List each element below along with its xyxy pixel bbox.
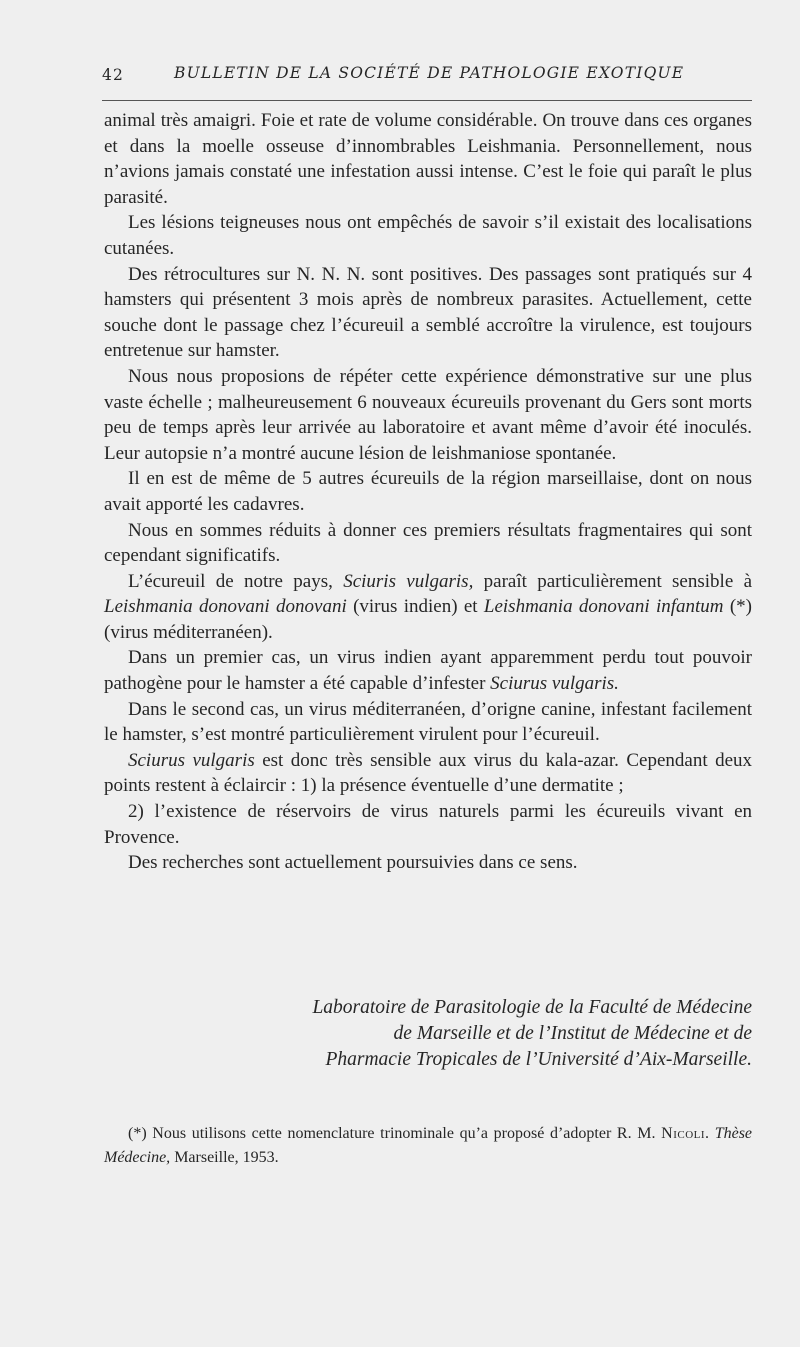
- species-name-sciurus-2: Sciurus vulgaris: [128, 749, 255, 771]
- footnote-text-c: Marseille, 1953.: [170, 1149, 279, 1166]
- page-number: 42: [102, 66, 125, 84]
- p7-text-a: L’écureuil de notre pays,: [128, 570, 344, 592]
- footnote-author: Nicoli: [661, 1125, 706, 1142]
- footnote-text-a: (*) Nous utilisons cette nomenclature trinominale qu’a proposé d’adopter R. M.: [128, 1125, 662, 1142]
- species-name-donovani: Leishmania donovani donovani: [104, 596, 347, 618]
- paragraph-10: [104, 748, 752, 799]
- p7-text-c: paraît particulièrement sensible à: [473, 570, 753, 592]
- footnote-thesis: Thèse Médecine,: [104, 1125, 753, 1166]
- paragraph-3: Des rétrocultures sur N. N. N. sont positives. Des passages sont pratiqués sur 4 hamsters qui présentent 3 mois après de nombreux parasites. Actuellement, cette souche dont le passage chez l’écureuil a semblé accroître la virulence, est toujours entretenue sur hamster.: [104, 263, 752, 362]
- paragraph-4: Nous nous proposions de répéter cette expérience démonstrative sur une plus vaste échelle ; malheureusement 6 nouveaux écureuils provenant du Gers sont morts peu de temps après leur arrivée au laboratoire et avant même d’avoir été inoculés. Leur autopsie n’a montré aucune lésion de leishmaniose spontanée.: [104, 365, 752, 464]
- footnote: [104, 1122, 752, 1170]
- affiliation-line-2: de Marseille et de l’Institut de Médecine et de: [393, 1023, 752, 1044]
- header-rule: [102, 100, 752, 101]
- footnote-text: [104, 1122, 752, 1170]
- paragraph-8: [104, 645, 752, 696]
- paragraph-6: Nous en sommes réduits à donner ces premiers résultats fragmentaires qui sont cependant significatifs.: [104, 519, 752, 567]
- affiliation-line-1: Laboratoire de Parasitologie de la Faculté de Médecine: [312, 997, 752, 1018]
- paragraph-7: [104, 569, 752, 646]
- paragraph-5: Il en est de même de 5 autres écureuils de la région marseillaise, dont on nous avait apporté les cadavres.: [104, 468, 752, 515]
- p7-text-e: (virus indien) et: [346, 596, 484, 618]
- running-title: BULLETIN DE LA SOCIÉTÉ DE PATHOLOGIE EXOTIQUE: [174, 64, 685, 82]
- species-name-sciuris: Sciuris vulgaris,: [343, 570, 474, 592]
- species-name-sciurus: Sciurus vulgaris.: [490, 673, 619, 695]
- paragraph-9: Dans le second cas, un virus méditerranéen, d’origne canine, infestant facilement le hamster, s’est montré particulièrement virulent pour l’écureuil.: [104, 698, 752, 746]
- paragraph-1: animal très amaigri. Foie et rate de volume considérable. On trouve dans ces organes et dans la moelle osseuse d’innombrables Leishmania. Personnellement, nous n’avions jamais constaté une infestation aussi intense. C’est le foie qui paraît le plus parasité.: [104, 110, 752, 208]
- p7-text-g: (*) (virus méditerranéen).: [104, 596, 752, 643]
- paragraph-2: Les lésions teigneuses nous ont empêchés de savoir s’il existait des localisations cutanées.: [104, 212, 752, 259]
- article-body: [104, 108, 752, 876]
- footnote-text-b: .: [705, 1125, 715, 1142]
- p8-text-a: Dans un premier cas, un virus indien ayant apparemment perdu tout pouvoir pathogène pour le hamster a été capable d’infester: [104, 647, 752, 695]
- species-name-infantum: Leishmania donovani infantum: [483, 596, 724, 618]
- p10-text-b: est donc très sensible aux virus du kala-azar. Cependant deux points restent à éclaircir : 1) la présence éventuelle d’une dermatite ;: [104, 749, 752, 797]
- affiliation-line-3: Pharmacie Tropicales de l’Université d’Aix-Marseille.: [325, 1049, 752, 1070]
- paragraph-12: Des recherches sont actuellement poursuivies dans ce sens.: [128, 852, 578, 874]
- affiliation-block: [230, 995, 752, 1073]
- paragraph-11: 2) l’existence de réservoirs de virus naturels parmi les écureuils vivant en Provence.: [104, 801, 752, 848]
